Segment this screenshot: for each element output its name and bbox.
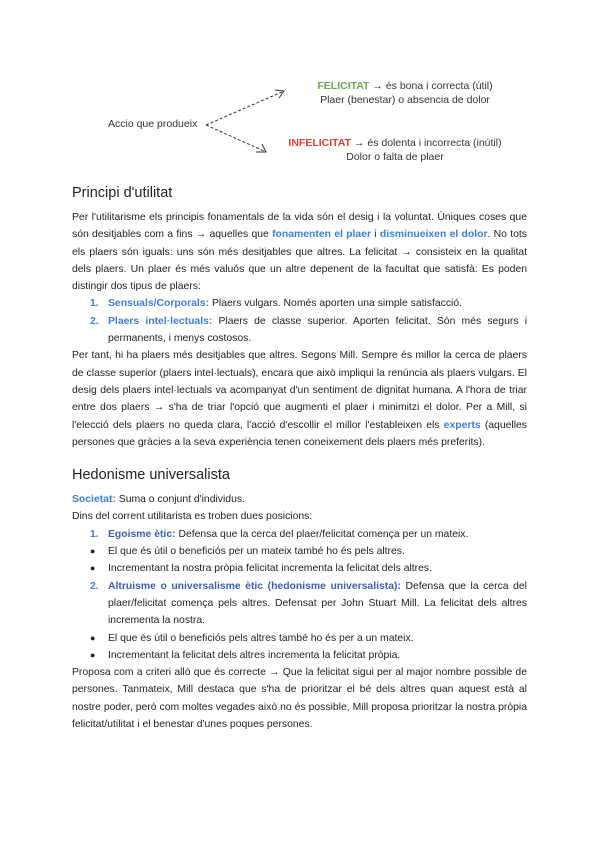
bullet-item: ● Incrementant la nostra pròpia felicitat incrementa la felicitat dels altres.: [90, 563, 432, 575]
position-altruisme: 2. Altruisme o universalisme ètic (hedonisme universalista): Defensa que la cerca del plaer/felicitat comença pels altres. Defensat per John Stuart Mill. La felicitat dels altres incrementa la nostra.: [90, 580, 527, 627]
diagram-source: Accio que produeix: [108, 118, 198, 130]
definition-societat: Societat: Suma o conjunt d'individus.: [72, 494, 245, 506]
felicitat-diagram: [0, 0, 600, 175]
diagram-top-node: [290, 79, 520, 107]
felicitat-description: Plaer (benestar) o absencia de dolor: [320, 94, 490, 106]
list-item-intellectuals: 2. Plaers intel·lectuals: Plaers de classe superior. Aporten felicitat. Són més segurs i permanents, i menys costosos.: [90, 315, 527, 345]
infelicitat-line: INFELICITAT → és dolenta i incorrecta (inútil): [288, 137, 502, 149]
plaers-list: [72, 295, 527, 347]
felicitat-keyword: FELICITAT: [317, 80, 370, 92]
infelicitat-keyword: INFELICITAT: [288, 137, 352, 149]
positions-intro: Dins del corrent utilitarista es troben dues posicions:: [72, 511, 313, 523]
arrow-to-felicitat: [206, 92, 282, 125]
arrow-to-infelicitat: [206, 125, 264, 151]
position-egoisme: 1. Egoisme ètic: Defensa que la cerca del plaer/felicitat comença per un mateix.: [90, 528, 469, 540]
paragraph-mill: Per tant, hi ha plaers més desitjables que altres. Segons Mill. Sempre és millor la cerca de plaers de classe superior (plaers intel·lectuals), encara que això impliqui la renúncia als plaers vulgars. El desig dels plaers intel·lectuals va acompanyat d'un sentiment de dignitat humana. A l'hora de triar entre dos plaers → s'ha de triar l'opció que augmenti el plaer i minimitzi el dolor. Per a Mill, si l'elecció dels plaers no queda clara, l'acció d'escollir el millor l'estableixen els experts (aquelles persones que gràcies a la seva experiència tenen coneixement dels plaers més preferits).: [72, 350, 527, 448]
paragraph-closing: Proposa com a criteri allò que és correcte → Que la felicitat sigui per al major nombre possible de persones. Tanmateix, Mill destaca que s'ha de prioritzar el bé dels altres quan aquest està al nostre poder, però com moltes vegades això no és possible, Mill proposa prioritzar la nostra pròpia felicitat/utilitat i el benestar d'unes poques persones.: [72, 667, 527, 731]
bullet-item: ● El que és útil o beneficiós pels altres també ho és per a un mateix.: [90, 632, 414, 644]
bullet-item: ● Incrementant la felicitat dels altres incrementa la felicitat pròpia.: [90, 649, 401, 661]
section-title-hedonisme: Hedonisme universalista: [72, 467, 230, 484]
bullet-item: ● El que és útil o beneficiós per un mateix també ho és pels altres.: [90, 546, 405, 558]
felicitat-line: FELICITAT → és bona i correcta (útil): [317, 80, 493, 92]
infelicitat-description: Dolor o falta de plaer: [346, 151, 444, 163]
section-title-principi-utilitat: Principi d'utilitat: [72, 185, 173, 201]
positions-list: [72, 526, 527, 664]
paragraph-intro: Per l'utilitarisme els principis fonamentals de la vida són el desig i la voluntat. Úniques coses que són desitjables com a fins → aquelles que fonamenten el plaer i disminueixen el dolor. No tots els plaers són iguals: uns són més desitjables que altres. La felicitat → consisteix en la qualitat dels plaers. Un plaer és més valuós que un altre depenent de la facultat que satisfà: Es poden distingir dos tipus de plaers:: [72, 212, 527, 293]
document-body: [72, 183, 527, 733]
list-item-sensuals: 1. Sensuals/Corporals: Plaers vulgars. Només aporten una simple satisfacció.: [90, 298, 463, 310]
diagram-bottom-node: [270, 136, 520, 164]
